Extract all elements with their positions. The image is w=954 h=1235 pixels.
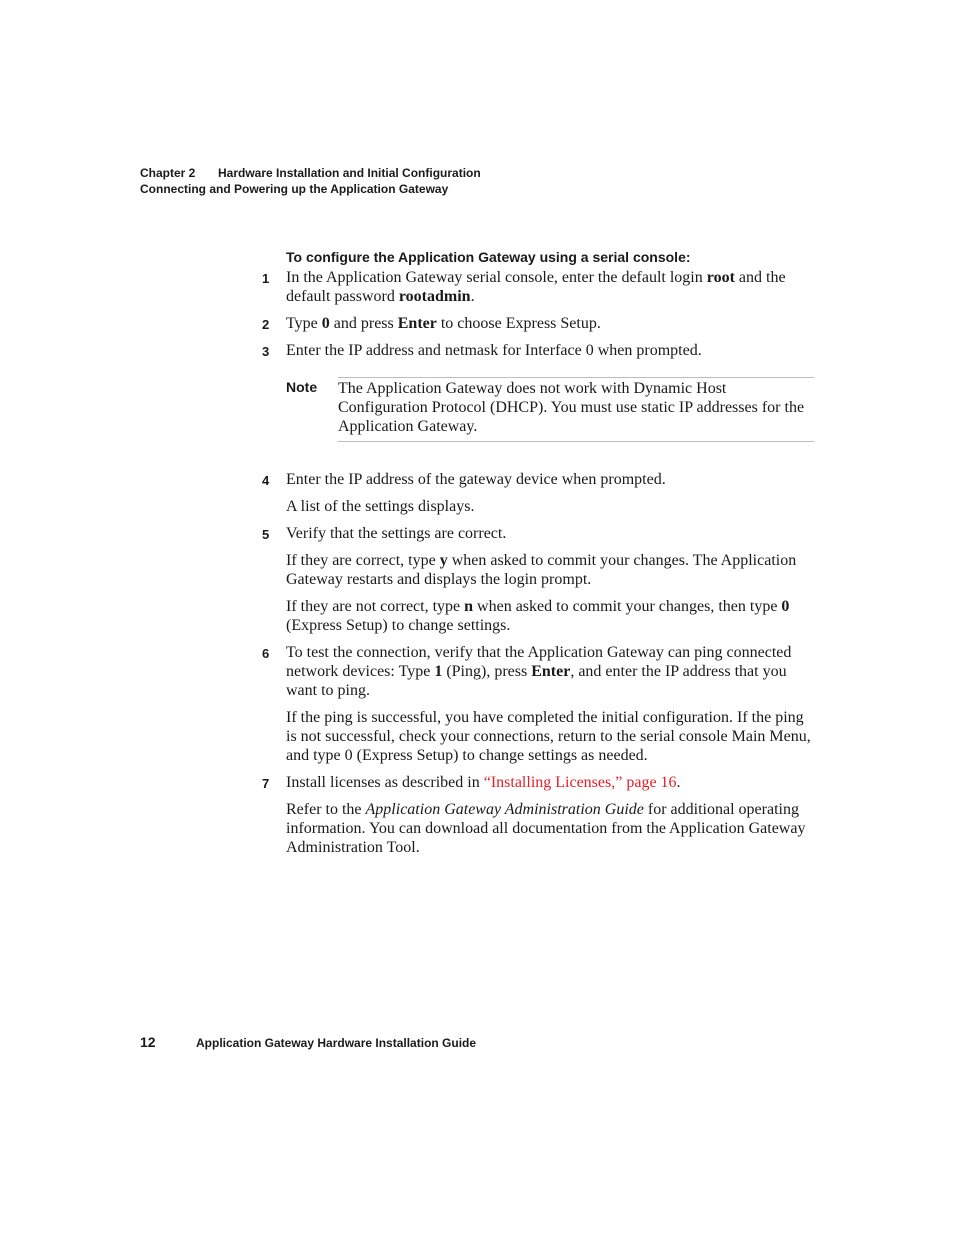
step-text: for additional operating information. You can download all documentation from the Application Gateway Administration Tool. [286, 801, 806, 856]
step-5 [262, 524, 816, 543]
step-text: . [470, 288, 475, 305]
step-5-detail-correct [286, 551, 816, 589]
step-1 [262, 268, 816, 306]
step-number: 3 [262, 344, 270, 359]
step-text: Verify that the settings are correct. [286, 525, 507, 542]
step-text: Enter the IP address and netmask for Interface 0 when prompted. [286, 342, 702, 359]
password-value: rootadmin [398, 288, 471, 305]
step-number: 5 [262, 527, 270, 542]
step-text: . [676, 774, 681, 791]
step-number: 4 [262, 473, 270, 488]
step-text: , and enter the IP address that you want to ping. [286, 663, 787, 699]
step-number: 1 [262, 271, 270, 286]
step-6 [262, 643, 816, 700]
key-value: n [464, 598, 474, 615]
chapter-title: Hardware Installation and Initial Configuration [218, 166, 481, 180]
step-5-detail-incorrect [286, 597, 816, 635]
chapter-line [140, 165, 481, 181]
step-text: when asked to commit your changes, then type [473, 598, 782, 615]
step-7 [262, 773, 816, 792]
step-text: Type [286, 315, 322, 332]
step-4-detail: A list of the settings displays. [286, 498, 475, 515]
step-text: (Ping), press [442, 663, 532, 680]
note-label: Note [286, 379, 318, 395]
running-header [140, 165, 481, 197]
step-6-detail: If the ping is successful, you have completed the initial configuration. If the ping is not successful, check your connections, return to the serial console Main Menu, and type 0 (Express Setup) to change settings as needed. [286, 709, 811, 764]
step-text: when asked to commit your changes. The Application Gateway restarts and displays the login prompt. [286, 552, 797, 588]
note-box [286, 377, 816, 442]
step-number: 2 [262, 317, 270, 332]
key-value: 1 [434, 663, 443, 680]
step-number: 6 [262, 646, 270, 661]
installing-licenses-link[interactable]: “Installing Licenses,” page 16 [483, 774, 677, 791]
step-4 [262, 470, 816, 489]
key-value: 0 [781, 598, 790, 615]
procedure-title: To configure the Application Gateway using a serial console: [286, 249, 691, 265]
step-text: To test the connection, verify that the Application Gateway can ping connected network devices: Type [286, 644, 792, 680]
step-7-detail [286, 800, 816, 857]
key-value: Enter [397, 315, 437, 332]
step-text: to choose Express Setup. [436, 315, 601, 332]
key-value: Enter [531, 663, 571, 680]
page-footer [140, 1034, 476, 1050]
step-text: Enter the IP address of the gateway device when prompted. [286, 471, 666, 488]
page-number: 12 [140, 1034, 156, 1050]
step-3 [262, 341, 816, 360]
procedure-content [262, 248, 816, 857]
step-2 [262, 314, 816, 333]
step-text: Install licenses as described in [286, 774, 484, 791]
book-title: Application Gateway Hardware Installation Guide [196, 1036, 477, 1050]
step-text: If they are correct, type [286, 552, 440, 569]
step-text: If they are not correct, type [286, 598, 465, 615]
section-title: Connecting and Powering up the Application Gateway [140, 182, 449, 196]
step-text: and press [329, 315, 398, 332]
chapter-number: Chapter 2 [140, 166, 196, 180]
step-number: 7 [262, 776, 270, 791]
step-text: Refer to the [286, 801, 366, 818]
step-text: In the Application Gateway serial console, enter the default login [286, 269, 707, 286]
key-value: y [439, 552, 448, 569]
step-text: (Express Setup) to change settings. [286, 617, 511, 634]
key-value: 0 [321, 315, 330, 332]
step-text: and the default password [286, 269, 786, 305]
login-value: root [706, 269, 735, 286]
note-text: The Application Gateway does not work with Dynamic Host Configuration Protocol (DHCP). You must use static IP addresses for the Application Gateway. [338, 377, 814, 442]
guide-title: Application Gateway Administration Guide [365, 801, 644, 818]
